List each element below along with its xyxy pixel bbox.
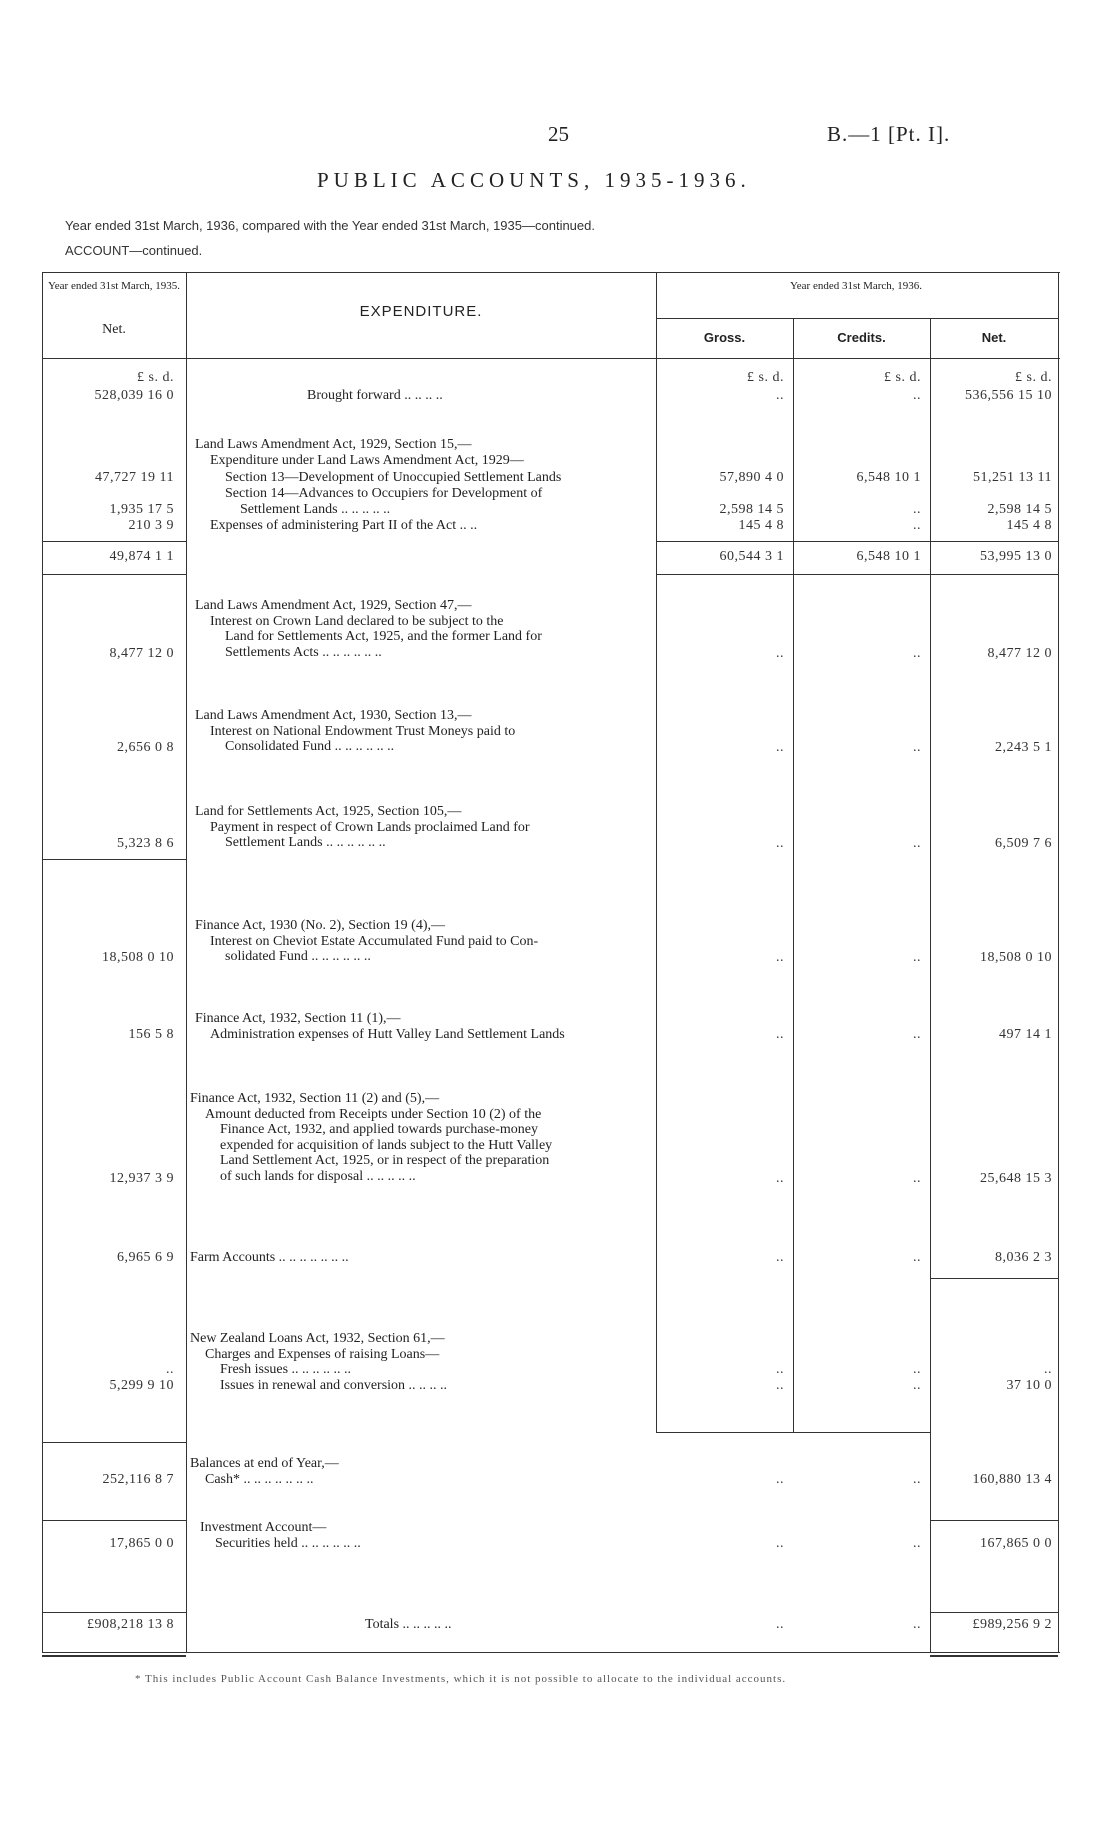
credits-value: .. bbox=[913, 1250, 921, 1265]
net-value: 2,598 14 5 bbox=[987, 502, 1052, 517]
credits-value: .. bbox=[913, 1378, 921, 1393]
row-label: Finance Act, 1932, Section 11 (2) and (5),— bbox=[190, 1091, 440, 1106]
prev-net-value: 528,039 16 0 bbox=[94, 388, 174, 403]
gross-value: .. bbox=[776, 950, 784, 965]
currency-units: £ s. d. bbox=[747, 370, 784, 385]
expenditure-header: EXPENDITURE. bbox=[359, 303, 483, 320]
credits-value: .. bbox=[913, 740, 921, 755]
prev-net-value: .. bbox=[166, 1362, 174, 1377]
row-label: Settlements Acts .. .. .. .. .. .. bbox=[225, 644, 382, 660]
prev-net-value: £908,218 13 8 bbox=[87, 1617, 174, 1632]
prev-net-header: Net. bbox=[102, 322, 126, 337]
credits-value: .. bbox=[913, 836, 921, 851]
currency-units: £ s. d. bbox=[884, 370, 921, 385]
row-label: solidated Fund .. .. .. .. .. .. bbox=[225, 949, 371, 964]
gross-value: .. bbox=[776, 836, 784, 851]
row-label: Interest on Crown Land declared to be subject to the bbox=[210, 613, 504, 629]
footnote: * This includes Public Account Cash Balance Investments, which it is not possible to allocate to the individual accounts. bbox=[135, 1673, 787, 1685]
net-value: 18,508 0 10 bbox=[980, 950, 1052, 965]
row-label: Investment Account— bbox=[200, 1520, 327, 1535]
credits-value: .. bbox=[913, 388, 921, 403]
net-value: 8,477 12 0 bbox=[987, 646, 1052, 661]
row-label: Settlement Lands .. .. .. .. .. bbox=[240, 502, 391, 517]
net-value: .. bbox=[1044, 1362, 1052, 1377]
credits-value: .. bbox=[913, 950, 921, 965]
row-label: Land for Settlements Act, 1925, and the former Land for bbox=[225, 629, 542, 644]
row-label: Issues in renewal and conversion .. .. .. .. bbox=[220, 1378, 448, 1393]
net-value: 536,556 15 10 bbox=[965, 388, 1052, 403]
row-label: Totals .. .. .. .. .. bbox=[365, 1617, 452, 1632]
row-label: Land for Settlements Act, 1925, Section 105,— bbox=[195, 804, 462, 819]
row-label: Expenditure under Land Laws Amendment Act, 1929— bbox=[210, 452, 524, 468]
row-label: Section 13—Development of Unoccupied Settlement Lands bbox=[225, 470, 562, 485]
prev-net-value: 6,965 6 9 bbox=[117, 1250, 174, 1265]
credits-value: 6,548 10 1 bbox=[856, 549, 921, 564]
net-value: 53,995 13 0 bbox=[980, 549, 1052, 564]
prev-net-value: 5,323 8 6 bbox=[117, 836, 174, 851]
row-label: Cash* .. .. .. .. .. .. .. bbox=[205, 1471, 314, 1487]
gross-value: .. bbox=[776, 1378, 784, 1393]
prev-net-value: 18,508 0 10 bbox=[102, 950, 174, 965]
credits-value: .. bbox=[913, 1472, 921, 1487]
row-label: Land Settlement Act, 1925, or in respect of the preparation bbox=[220, 1153, 550, 1168]
prev-net-value: 156 5 8 bbox=[128, 1027, 174, 1042]
row-label: Securities held .. .. .. .. .. .. bbox=[215, 1535, 361, 1551]
gross-value: 57,890 4 0 bbox=[719, 470, 784, 485]
page-number: 25 bbox=[548, 122, 569, 146]
row-label: Farm Accounts .. .. .. .. .. .. .. bbox=[190, 1250, 349, 1265]
gross-value: .. bbox=[776, 1472, 784, 1487]
row-label: Finance Act, 1932, and applied towards purchase-money bbox=[220, 1122, 539, 1137]
net-value: £989,256 9 2 bbox=[972, 1617, 1052, 1632]
account-label: ACCOUNT—continued. bbox=[65, 243, 203, 258]
net-value: 497 14 1 bbox=[999, 1027, 1052, 1042]
prev-year-header: Year ended 31st March, 1935. bbox=[47, 280, 181, 292]
credits-header: Credits. bbox=[837, 330, 886, 345]
gross-value: .. bbox=[776, 646, 784, 661]
page-title: PUBLIC ACCOUNTS, 1935-1936. bbox=[317, 168, 751, 192]
page-subtitle: Year ended 31st March, 1936, compared with the Year ended 31st March, 1935—continued. bbox=[65, 218, 595, 233]
gross-value: .. bbox=[776, 1250, 784, 1265]
row-label: Amount deducted from Receipts under Section 10 (2) of the bbox=[205, 1106, 542, 1122]
gross-value: .. bbox=[776, 1362, 784, 1377]
gross-value: .. bbox=[776, 1027, 784, 1042]
currency-units: £ s. d. bbox=[137, 370, 174, 385]
row-label: Land Laws Amendment Act, 1929, Section 15,— bbox=[195, 437, 472, 452]
prev-net-value: 252,116 8 7 bbox=[102, 1472, 174, 1487]
prev-net-value: 2,656 0 8 bbox=[117, 740, 174, 755]
prev-net-value: 12,937 3 9 bbox=[109, 1171, 174, 1186]
net-value: 167,865 0 0 bbox=[980, 1536, 1052, 1551]
prev-net-value: 17,865 0 0 bbox=[109, 1536, 174, 1551]
row-label: Administration expenses of Hutt Valley Land Settlement Lands bbox=[210, 1026, 565, 1042]
net-value: 51,251 13 11 bbox=[973, 470, 1052, 485]
row-label: Settlement Lands .. .. .. .. .. .. bbox=[225, 835, 386, 850]
row-label: Fresh issues .. .. .. .. .. .. bbox=[220, 1362, 352, 1377]
credits-value: .. bbox=[913, 518, 921, 533]
prev-net-value: 1,935 17 5 bbox=[109, 502, 174, 517]
gross-value: .. bbox=[776, 1171, 784, 1186]
credits-value: 6,548 10 1 bbox=[856, 470, 921, 485]
gross-value: .. bbox=[776, 388, 784, 403]
gross-value: 60,544 3 1 bbox=[719, 549, 784, 564]
net-value: 2,243 5 1 bbox=[995, 740, 1052, 755]
net-value: 160,880 13 4 bbox=[972, 1472, 1052, 1487]
document-reference: B.—1 [Pt. I]. bbox=[827, 122, 951, 146]
row-label: Finance Act, 1930 (No. 2), Section 19 (4),— bbox=[195, 918, 446, 933]
row-label: Brought forward .. .. .. .. bbox=[307, 388, 443, 403]
net-value: 145 4 8 bbox=[1006, 518, 1052, 533]
row-label: Payment in respect of Crown Lands proclaimed Land for bbox=[210, 819, 530, 835]
row-label: Balances at end of Year,— bbox=[190, 1456, 339, 1471]
credits-value: .. bbox=[913, 1617, 921, 1632]
row-label: Interest on National Endowment Trust Moneys paid to bbox=[210, 723, 516, 739]
gross-value: .. bbox=[776, 740, 784, 755]
prev-net-value: 8,477 12 0 bbox=[109, 646, 174, 661]
gross-header: Gross. bbox=[703, 330, 746, 345]
gross-value: .. bbox=[776, 1536, 784, 1551]
row-label: Consolidated Fund .. .. .. .. .. .. bbox=[225, 739, 395, 754]
prev-net-value: 210 3 9 bbox=[128, 518, 174, 533]
row-label: Section 14—Advances to Occupiers for Development of bbox=[225, 486, 543, 501]
credits-value: .. bbox=[913, 1027, 921, 1042]
net-header: Net. bbox=[981, 330, 1007, 345]
prev-net-value: 49,874 1 1 bbox=[109, 549, 174, 564]
prev-net-value: 47,727 19 11 bbox=[95, 470, 174, 485]
row-label: expended for acquisition of lands subject to the Hutt Valley bbox=[220, 1137, 553, 1153]
gross-value: 145 4 8 bbox=[738, 518, 784, 533]
row-label: Land Laws Amendment Act, 1930, Section 13,— bbox=[195, 708, 472, 723]
currency-units: £ s. d. bbox=[1015, 370, 1052, 385]
row-label: Charges and Expenses of raising Loans— bbox=[205, 1346, 440, 1362]
gross-value: 2,598 14 5 bbox=[719, 502, 784, 517]
credits-value: .. bbox=[913, 502, 921, 517]
credits-value: .. bbox=[913, 1171, 921, 1186]
row-label: Finance Act, 1932, Section 11 (1),— bbox=[195, 1011, 401, 1026]
gross-value: .. bbox=[776, 1617, 784, 1632]
net-value: 6,509 7 6 bbox=[995, 836, 1052, 851]
row-label: Interest on Cheviot Estate Accumulated Fund paid to Con- bbox=[210, 933, 539, 949]
row-label: of such lands for disposal .. .. .. .. .. bbox=[220, 1168, 416, 1184]
row-label: New Zealand Loans Act, 1932, Section 61,— bbox=[190, 1331, 445, 1346]
credits-value: .. bbox=[913, 646, 921, 661]
credits-value: .. bbox=[913, 1536, 921, 1551]
row-label: Land Laws Amendment Act, 1929, Section 47,— bbox=[195, 598, 472, 613]
credits-value: .. bbox=[913, 1362, 921, 1377]
net-value: 25,648 15 3 bbox=[980, 1171, 1052, 1186]
net-value: 8,036 2 3 bbox=[995, 1250, 1052, 1265]
net-value: 37 10 0 bbox=[1006, 1378, 1052, 1393]
prev-net-value: 5,299 9 10 bbox=[109, 1378, 174, 1393]
curr-year-header: Year ended 31st March, 1936. bbox=[789, 280, 923, 292]
row-label: Expenses of administering Part II of the Act .. .. bbox=[210, 518, 478, 533]
